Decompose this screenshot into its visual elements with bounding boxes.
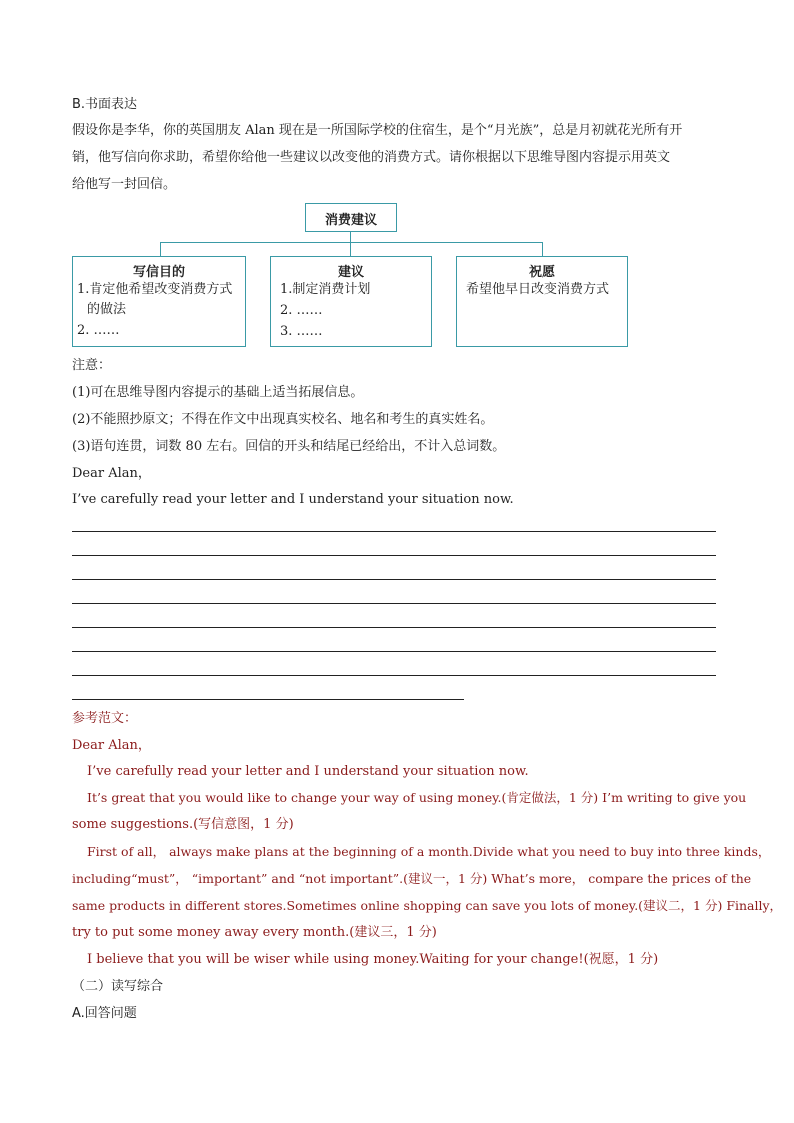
branch-advice-item-2: 2. …… <box>280 303 323 318</box>
writing-line <box>72 603 716 604</box>
note-item-2: (2)不能照抄原文；不得在作文中出现真实校名、地名和考生的真实姓名。 <box>72 412 494 427</box>
next-subsection-heading: A.回答问题 <box>72 1006 137 1021</box>
mindmap-branch-advice <box>270 256 432 347</box>
branch-wish-title: 祝愿 <box>528 265 555 280</box>
reference-line-7: try to put some money away every month.(建议三，1 分) <box>72 925 437 940</box>
note-item-1: (1)可在思维导图内容提示的基础上适当拓展信息。 <box>72 385 364 400</box>
reference-line-6: same products in different stores.Sometimes online shopping can save you lots of money.(建议二，1 分) Finally， <box>72 898 783 913</box>
prompt-line-1: 假设你是李华，你的英国朋友 Alan 现在是一所国际学校的住宿生，是个“月光族”，总是月初就花光所有开 <box>72 123 683 138</box>
notes-heading: 注意： <box>72 358 112 373</box>
reference-line-1: I’ve carefully read your letter and I understand your situation now. <box>87 764 529 779</box>
reference-line-2: It’s great that you would like to change your way of using money.(肯定做法，1 分) I’m writing to give you <box>87 790 747 805</box>
letter-opening: I’ve carefully read your letter and I understand your situation now. <box>72 492 514 507</box>
reference-salutation: Dear Alan， <box>72 738 151 753</box>
next-section-heading: （二）读写综合 <box>72 979 164 994</box>
writing-line <box>72 675 716 676</box>
branch-purpose-title: 写信目的 <box>132 265 185 280</box>
branch-purpose-item-1-cont: 的做法 <box>87 302 127 317</box>
mindmap-branch-wish <box>456 256 628 347</box>
prompt-line-3: 给他写一封回信。 <box>72 177 177 192</box>
branch-purpose-item-2: 2. …… <box>77 323 120 338</box>
mindmap-root-box <box>305 203 397 232</box>
connector-middle <box>350 242 351 256</box>
writing-line <box>72 531 716 532</box>
mindmap-branch-purpose <box>72 256 246 347</box>
reference-line-5: including“must”， “important” and “not important”.(建议一，1 分) What’s more， compare the prices of the <box>72 871 752 886</box>
mindmap-root-label: 消费建议 <box>324 213 377 228</box>
section-heading: B.书面表达 <box>72 97 138 112</box>
writing-line <box>72 555 716 556</box>
reference-line-4: First of all， always make plans at the beginning of a month.Divide what you need to buy into three kinds， <box>87 844 771 859</box>
connector-left <box>160 242 161 256</box>
branch-advice-item-1: 1.制定消费计划 <box>280 282 371 297</box>
branch-purpose-item-1: 1.肯定他希望改变消费方式 <box>77 282 233 297</box>
letter-salutation: Dear Alan， <box>72 466 151 481</box>
reference-line-3: some suggestions.(写信意图，1 分) <box>72 817 294 832</box>
prompt-line-2: 销，他写信向你求助，希望你给他一些建议以改变他的消费方式。请你根据以下思维导图内容提示用英文 <box>72 150 671 165</box>
connector-horizontal <box>160 242 542 243</box>
reference-heading: 参考范文： <box>72 711 138 726</box>
connector-root-down <box>350 232 351 242</box>
writing-line <box>72 651 716 652</box>
branch-wish-item-1: 希望他早日改变消费方式 <box>466 282 610 297</box>
writing-line-short <box>72 699 464 700</box>
reference-line-8: I believe that you will be wiser while using money.Waiting for your change!(祝愿，1 分) <box>87 952 659 967</box>
note-item-3: (3)语句连贯，词数 80 左右。回信的开头和结尾已经给出，不计入总词数。 <box>72 439 506 454</box>
writing-line <box>72 579 716 580</box>
branch-advice-item-3: 3. …… <box>280 324 323 339</box>
connector-right <box>542 242 543 256</box>
branch-advice-title: 建议 <box>337 265 364 280</box>
writing-line <box>72 627 716 628</box>
